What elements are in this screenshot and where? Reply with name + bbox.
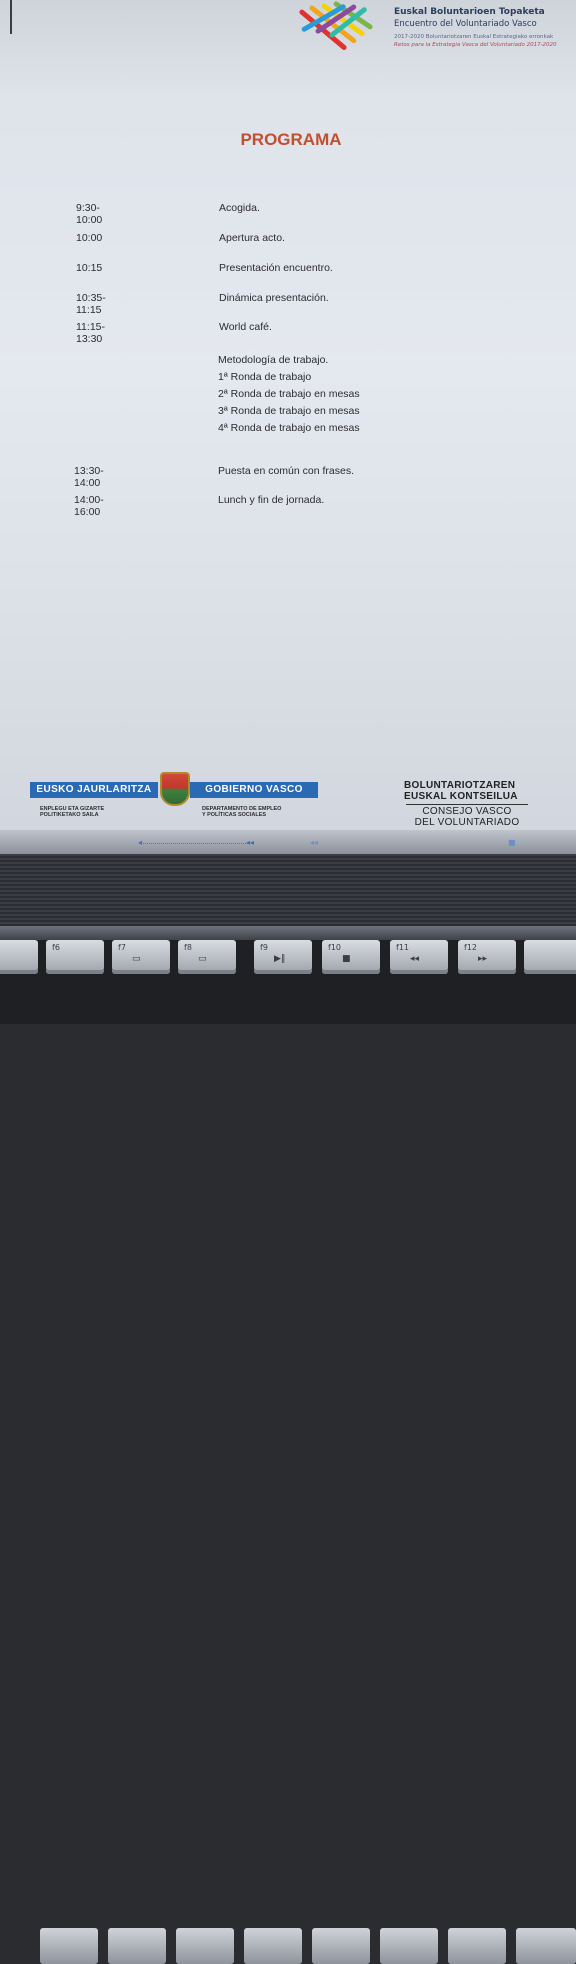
previous-track-icon: ◂◂ [410,954,420,964]
agenda-time: 14:00-16:00 [74,494,104,518]
media-rewind-icon: ◂ [138,838,143,847]
agenda-activity: Dinámica presentación. [219,292,329,304]
agenda-activity: Lunch y fin de jornada. [218,494,325,506]
keyboard [0,940,576,1024]
agenda-activity: Puesta en común con frases. [218,465,354,477]
agenda-subitem: 4ª Ronda de trabajo en mesas [218,422,360,434]
keyboard-key-f8[interactable] [178,940,236,974]
media-indicator-icon: ■ [508,838,516,847]
keyboard-key-f6[interactable] [46,940,104,974]
media-progress-bar [140,843,252,847]
keyboard-key[interactable] [448,1928,506,1964]
play-icon: ▭ [132,954,141,964]
agenda-activity: Apertura acto. [219,232,285,244]
speaker-grille [0,854,576,926]
basque-coat-of-arms-icon [160,772,190,806]
next-track-icon: ▸▸ [478,954,488,964]
council-spanish [407,806,527,828]
keyboard-key[interactable] [244,1928,302,1964]
agenda-activity: Presentación encuentro. [219,262,333,274]
play-pause-icon: ▶‖ [274,954,286,964]
keyboard-key-f7[interactable] [112,940,170,974]
dept-label-basque [40,806,104,818]
key-label: f10 [328,943,341,952]
council-divider [406,804,528,805]
gov-label-spanish: GOBIERNO VASCO [190,782,318,798]
agenda-time: 13:30-14:00 [74,465,104,489]
council-line-1: BOLUNTARIOTZAREN [404,780,516,791]
council-line-3: CONSEJO VASCO [422,806,512,817]
agenda-activity: World café. [219,321,272,333]
agenda [0,0,576,830]
keyboard-key[interactable] [380,1928,438,1964]
key-label: f6 [52,943,60,952]
keyboard-key[interactable] [0,940,38,974]
key-label: f12 [464,943,477,952]
key-label: f7 [118,943,126,952]
programa-title: PROGRAMA [240,130,342,149]
agenda-subitem: Metodología de trabajo. [218,354,329,366]
keyboard-ledge [0,926,576,940]
agenda-activity: Acogida. [219,202,260,214]
header-small-line-2: Retos para la Estrategia Vasca del Voluntariado 2017-2020 [394,42,557,48]
keyboard-key[interactable] [108,1928,166,1964]
council-line-2: EUSKAL KONTSEILUA [404,791,518,802]
agenda-time: 9:30-10:00 [76,202,103,226]
council-basque [404,780,518,802]
keyboard-key-f11[interactable] [390,940,448,974]
gov-label-basque: EUSKO JAURLARITZA [30,782,158,798]
agenda-time: 10:00 [76,232,103,244]
agenda-time: 10:15 [76,262,103,274]
agenda-subitem: 1ª Ronda de trabajo [218,371,312,383]
dept-left-line-2: POLITIKETAKO SAILA [40,812,99,818]
keyboard-key-f9[interactable] [254,940,312,974]
header-title: Euskal Boluntarioen Topaketa [394,7,545,17]
dept-right-line-1: DEPARTAMENTO DE EMPLEO [202,806,282,812]
keyboard-key[interactable] [176,1928,234,1964]
agenda-time: 10:35-11:15 [76,292,106,316]
keyboard-key-f12[interactable] [458,940,516,974]
keyboard-key-f10[interactable] [322,940,380,974]
media-forward-icon: ◂◂ [246,838,255,847]
dept-right-line-2: Y POLÍTICAS SOCIALES [202,812,267,818]
header-subtitle: Encuentro del Voluntariado Vasco [394,19,537,29]
agenda-time: 11:15-13:30 [76,321,105,345]
dept-label-spanish [202,806,281,818]
key-label: f11 [396,943,409,952]
header-small-line-1: 2017-2020 Boluntariotzaren Euskal Estrategiako erronkak [394,34,554,40]
agenda-subitem: 3ª Ronda de trabajo en mesas [218,405,360,417]
printed-page [0,0,576,830]
media-prev-icon: ◂◂ [310,838,319,847]
council-line-4: DEL VOLUNTARIADO [414,817,520,828]
key-label: f9 [260,943,268,952]
keyboard-key[interactable] [516,1928,576,1964]
stop-icon: ■ [342,954,351,964]
laptop-bezel [0,830,576,854]
keyboard-key[interactable] [40,1928,98,1964]
dept-left-line-1: ENPLEGU ETA GIZARTE [40,806,105,812]
display-icon: ▭ [198,954,207,964]
keyboard-key[interactable] [524,940,576,974]
keyboard-key[interactable] [312,1928,370,1964]
agenda-subitem: 2ª Ronda de trabajo en mesas [218,388,360,400]
key-label: f8 [184,943,192,952]
